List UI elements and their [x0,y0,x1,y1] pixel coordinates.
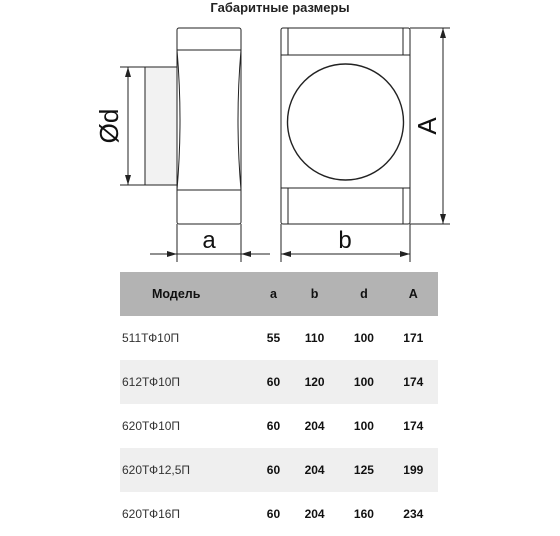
side-view-spigot [145,67,177,185]
cell-d: 125 [339,448,388,492]
cell-A: 234 [403,507,424,521]
header-A: A [389,272,438,316]
table-row [120,316,438,360]
table-row [120,492,438,536]
table-row [120,360,438,404]
dimension-label-A: A [412,117,442,135]
table-row [120,404,438,448]
cell-A: 171 [403,331,424,345]
table-row [120,448,438,492]
dimension-label-a: a [202,227,216,254]
cell-d: 160 [353,507,374,521]
cell-model: 511ТФ10П [122,331,180,345]
dimension-label-b: b [338,227,352,254]
cell-a: 60 [266,507,281,521]
cell-b: 120 [290,360,339,404]
header-model: Модель [120,272,257,316]
cell-model: 620ТФ16П [122,507,181,521]
cell-model: 620ТФ10П [122,419,181,433]
dimensions-table [120,272,438,536]
side-view-body [177,28,241,224]
cell-A: 199 [389,448,438,492]
header-b: b [290,272,339,316]
cell-d: 100 [339,360,388,404]
cell-d: 100 [353,331,374,345]
cell-model: 612ТФ10П [120,360,257,404]
front-view-round-opening [288,64,404,180]
dimension-label-d: Ød [94,108,124,144]
cell-d: 100 [353,419,374,433]
cell-b: 204 [290,448,339,492]
page-title: Габаритные размеры [210,0,350,15]
header-d: d [339,272,388,316]
cell-a: 55 [266,331,281,345]
cell-b: 204 [304,507,325,521]
cell-a: 60 [266,419,281,433]
cell-a: 60 [257,448,290,492]
cell-b: 110 [304,331,325,345]
cell-a: 60 [257,360,290,404]
header-a: a [257,272,290,316]
cell-b: 204 [304,419,325,433]
table-header-row [120,272,438,316]
cell-A: 174 [403,419,424,433]
cell-model: 620ТФ12,5П [120,448,257,492]
cell-A: 174 [389,360,438,404]
